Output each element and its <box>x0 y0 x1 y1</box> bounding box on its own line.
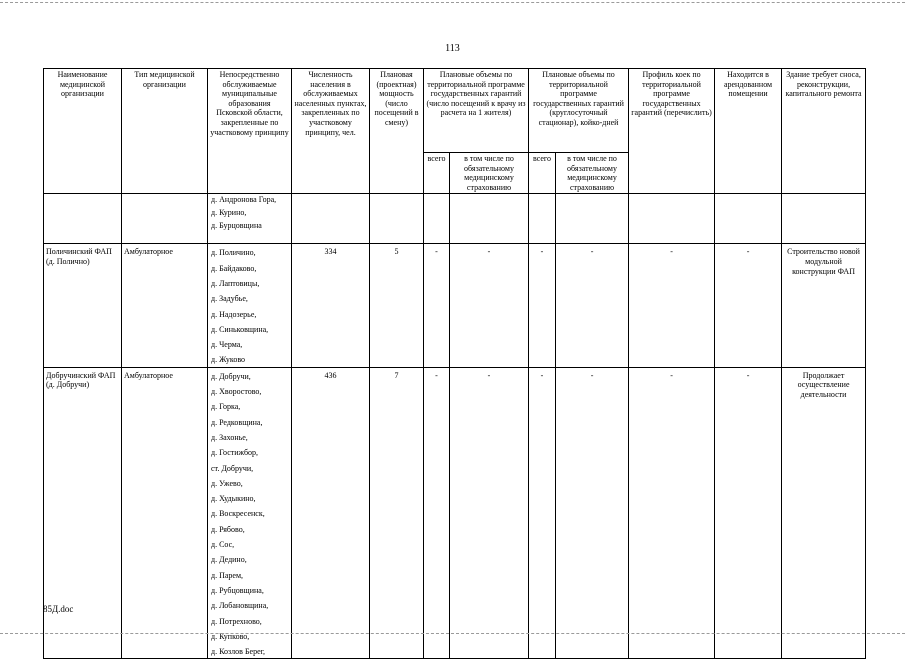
served-villages <box>208 367 292 659</box>
in-oms-value: - <box>556 244 629 367</box>
village-item: д. Захонье, <box>211 432 248 442</box>
village-item: д. Горка, <box>211 402 241 412</box>
village-item: д. Худыкино, <box>211 494 256 504</box>
village-item: д. Черма, <box>211 340 243 350</box>
org-name: Поличинский ФАП (д. Полично) <box>44 244 122 367</box>
in-oms-value: - <box>556 367 629 659</box>
in-total-value: - <box>529 244 556 367</box>
subheader-out-total: всего <box>424 153 450 194</box>
header-planned-volume-outpatient: Плановые объемы по территориальной программе государственных гарантий (число посещений к врачу из расчета на 1 жителя) <box>424 69 529 153</box>
village-item: д. Надозерье, <box>211 309 257 319</box>
out-total-value: - <box>424 244 450 367</box>
continuation-row <box>44 194 866 244</box>
village-item: д. Воскресенск, <box>211 509 265 519</box>
village-item: ст. Добручи, <box>211 463 254 473</box>
village-item: д. Добручи, <box>211 371 251 381</box>
header-served-units: Непосредственно обслуживаемые муниципальные образования Псковской области, закрепленные по участковому принципу <box>208 69 292 194</box>
header-planned-capacity: Плановая (проектная) мощность (число посещений в смену) <box>370 69 424 194</box>
subheader-out-oms: в том числе по обязательному медицинскому страхованию <box>450 153 529 194</box>
village-item: д. Курино, <box>211 208 247 218</box>
village-item: д. Задубье, <box>211 294 248 304</box>
out-oms-value: - <box>450 244 529 367</box>
org-type: Амбулаторное <box>122 244 208 367</box>
population-value: 436 <box>292 367 370 659</box>
org-name: Добручинский ФАП (д. Добручи) <box>44 367 122 659</box>
village-item: д. Дедино, <box>211 555 247 565</box>
in-total-value: - <box>529 367 556 659</box>
village-item: д. Гостижбор, <box>211 448 259 458</box>
village-item: д. Потрехново, <box>211 616 262 626</box>
header-population: Численность населения в обслуживаемых населенных пунктах, закрепленных по участковому принципу, чел. <box>292 69 370 194</box>
village-item: д. Парем, <box>211 570 244 580</box>
population-value: 334 <box>292 244 370 367</box>
village-item: д. Синьковщина, <box>211 324 269 334</box>
village-item: д. Рубцовщина, <box>211 585 264 595</box>
header-planned-volume-inpatient: Плановые объемы по территориальной программе государственных гарантий (круглосуточный стационар), койко-дней <box>529 69 629 153</box>
rented-value: - <box>715 367 782 659</box>
subheader-in-oms: в том числе по обязательному медицинскому страхованию <box>556 153 629 194</box>
out-oms-value: - <box>450 367 529 659</box>
org-type: Амбулаторное <box>122 367 208 659</box>
footer-filename: 85Д.doc <box>43 604 74 614</box>
header-building-status: Здание требует сноса, реконструкции, капитального ремонта <box>782 69 866 194</box>
village-item: д. Купково, <box>211 631 250 641</box>
header-org-name: Наименование медицинской организации <box>44 69 122 194</box>
village-item: д. Лобановщина, <box>211 601 269 611</box>
scan-bottom-edge <box>0 633 905 634</box>
village-item: д. Бурцовщина <box>211 220 262 230</box>
village-item: д. Байдаково, <box>211 263 257 273</box>
header-row <box>44 69 866 153</box>
subheader-in-total: всего <box>529 153 556 194</box>
facilities-table <box>43 68 866 659</box>
scan-top-edge <box>0 2 905 3</box>
village-item: д. Лаптовицы, <box>211 278 260 288</box>
header-rented: Находится в арендованном помещении <box>715 69 782 194</box>
rented-value: - <box>715 244 782 367</box>
header-org-type: Тип медицинской организации <box>122 69 208 194</box>
building-status-value: Строительство новой модульной конструкции ФАП <box>782 244 866 367</box>
bed-profile-value: - <box>629 367 715 659</box>
served-villages <box>208 244 292 367</box>
village-item: д. Ужево, <box>211 478 243 488</box>
village-item: д. Жуково <box>211 355 246 365</box>
table-row <box>44 367 866 659</box>
village-item: д. Хворостово, <box>211 387 262 397</box>
header-bed-profile: Профиль коек по территориальной программе государственных гарантий (перечислить) <box>629 69 715 194</box>
village-item: д. Козлов Берег, <box>211 647 266 657</box>
out-total-value: - <box>424 367 450 659</box>
village-item: д. Редковщина, <box>211 417 263 427</box>
continuation-villages <box>208 194 292 244</box>
table-row <box>44 244 866 367</box>
bed-profile-value: - <box>629 244 715 367</box>
village-item: д. Рябово, <box>211 524 245 534</box>
capacity-value: 5 <box>370 244 424 367</box>
capacity-value: 7 <box>370 367 424 659</box>
village-item: д. Поличино, <box>211 248 256 258</box>
building-status-value: Продолжает осуществление деятельности <box>782 367 866 659</box>
village-item: д. Сос, <box>211 540 235 550</box>
page-number: 113 <box>445 43 460 54</box>
village-item: д. Андронова Гора, <box>211 195 277 205</box>
